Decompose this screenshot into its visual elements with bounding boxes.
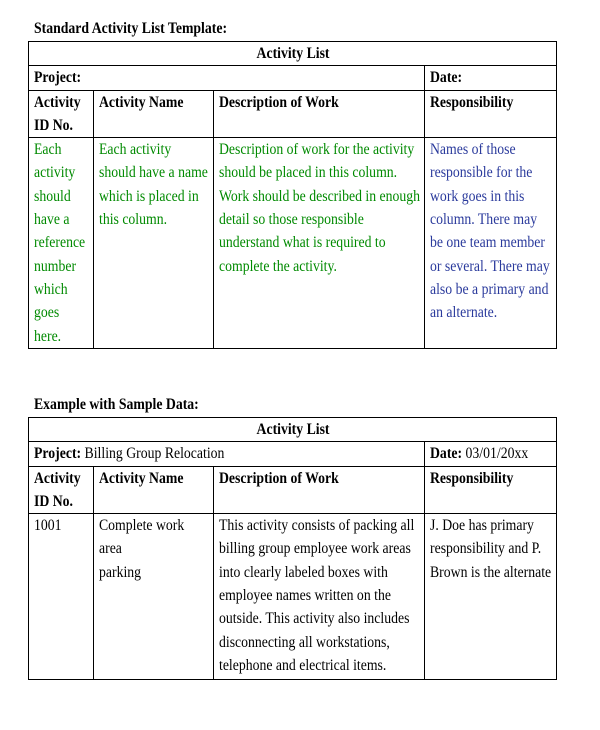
template-activity-table <box>28 41 557 349</box>
template-date-label: Date: <box>425 66 557 90</box>
template-description-cell: Description of work for the activity should be placed in this column. Work should be described in enough detail so those responsible understand what is required to complete the activity. <box>214 138 425 349</box>
header-activity-name: Activity Name <box>94 90 214 138</box>
example-header-activity-name: Activity Name <box>94 466 214 514</box>
example-id-cell: 1001 <box>29 514 94 680</box>
example-table-title: Activity List <box>29 418 557 442</box>
example-description-cell: This activity consists of packing all billing group employee work areas into clearly labeled boxes with employee names written on the outside. This activity also includes disconnecting all workstations, telephone and electrical items. <box>214 514 425 680</box>
template-project-row <box>29 66 557 90</box>
header-description: Description of Work <box>214 90 425 138</box>
header-activity-id: Activity ID No. <box>29 90 94 138</box>
template-name-cell: Each activity should have a name which is placed in this column. <box>94 138 214 349</box>
example-row <box>29 514 557 680</box>
example-header-activity-id: Activity ID No. <box>29 466 94 514</box>
header-responsibility: Responsibility <box>425 90 557 138</box>
template-project-label: Project: <box>29 66 425 90</box>
example-project-cell <box>29 442 425 466</box>
example-header-description: Description of Work <box>214 466 425 514</box>
example-title-row <box>29 418 557 442</box>
example-project-label: Project: <box>34 445 82 463</box>
template-header-row <box>29 90 557 138</box>
template-title-row <box>29 42 557 66</box>
example-activity-table <box>28 417 557 680</box>
example-heading: Example with Sample Data: <box>34 396 199 413</box>
example-header-row <box>29 466 557 514</box>
template-responsibility-cell: Names of those responsible for the work goes in this column. There may be one team member or several. There may also be a primary and an alternate. <box>425 138 557 349</box>
example-date-value: 03/01/20xx <box>462 445 529 463</box>
example-project-value: Billing Group Relocation <box>81 445 225 463</box>
example-responsibility-cell: J. Doe has primary responsibility and P. Brown is the alternate <box>425 514 557 680</box>
template-table-title: Activity List <box>29 42 557 66</box>
example-header-responsibility: Responsibility <box>425 466 557 514</box>
example-project-row <box>29 442 557 466</box>
template-id-cell: Each activity should have a reference number which goes here. <box>29 138 94 349</box>
example-name-cell: Complete work area parking <box>94 514 214 680</box>
example-date-label: Date: <box>430 445 463 463</box>
template-row <box>29 138 557 349</box>
template-heading: Standard Activity List Template: <box>34 20 228 37</box>
example-date-cell <box>425 442 557 466</box>
